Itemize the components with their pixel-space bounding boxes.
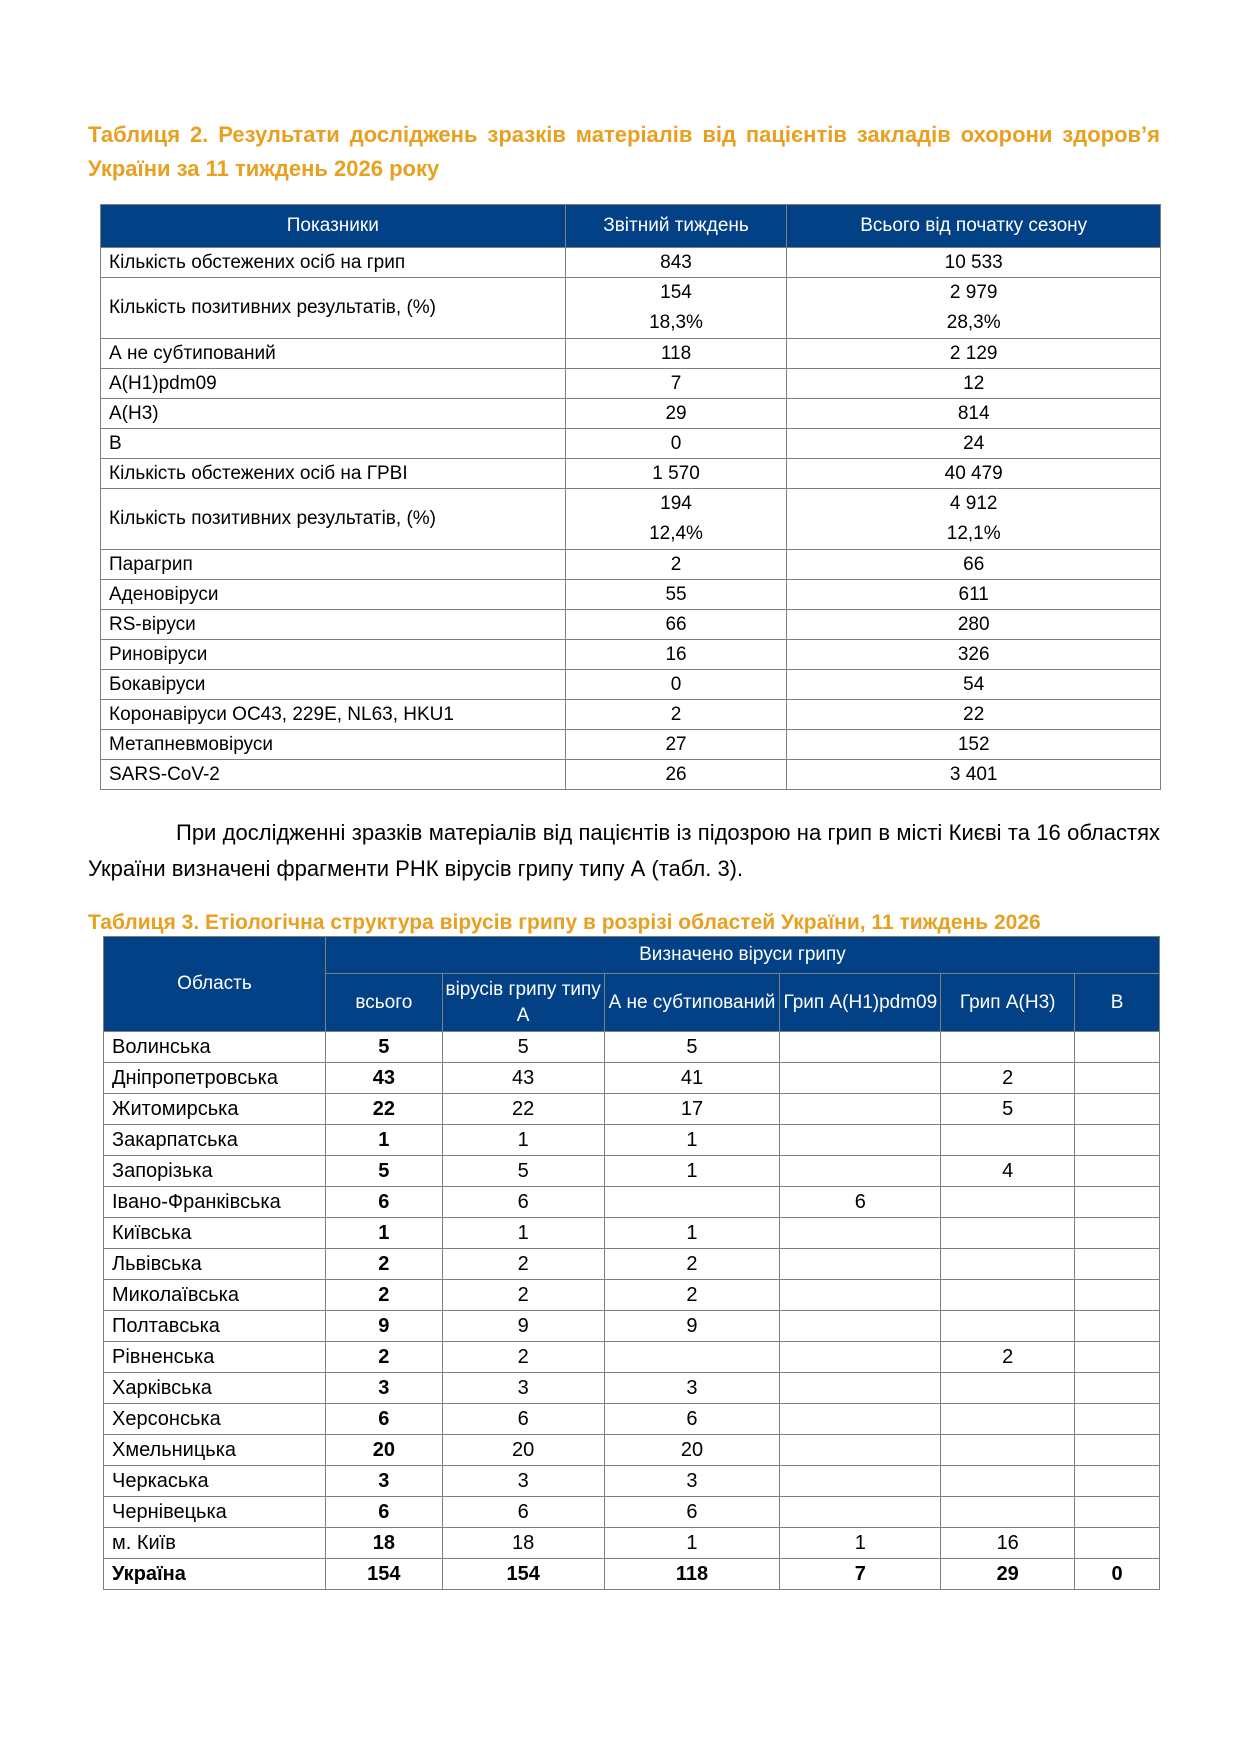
count-cell xyxy=(604,1342,780,1373)
count-cell: 5 xyxy=(941,1094,1075,1125)
count-cell xyxy=(1075,1373,1160,1404)
header-viruses-identified: Визначено віруси грипу xyxy=(325,937,1159,974)
season-value: 152 xyxy=(787,730,1161,760)
count-cell: 9 xyxy=(604,1311,780,1342)
count-cell: 0 xyxy=(1075,1559,1160,1590)
week-value: 66 xyxy=(565,610,787,640)
count-cell: 3 xyxy=(442,1373,604,1404)
count-cell xyxy=(604,1187,780,1218)
count-cell xyxy=(1075,1280,1160,1311)
week-value: 16 xyxy=(565,640,787,670)
table-row xyxy=(101,670,1161,700)
header-season-total: Всього від початку сезону xyxy=(787,205,1161,248)
table-row xyxy=(101,550,1161,580)
count-cell xyxy=(941,1249,1075,1280)
table-row xyxy=(104,1311,1160,1342)
week-value: 55 xyxy=(565,580,787,610)
total-row xyxy=(104,1559,1160,1590)
table-row xyxy=(104,1435,1160,1466)
table-row xyxy=(101,730,1161,760)
season-value: 326 xyxy=(787,640,1161,670)
subheader-h1pdm09: Грип A(H1)pdm09 xyxy=(780,974,941,1032)
week-count: 154 xyxy=(660,282,692,303)
count-cell xyxy=(780,1466,941,1497)
season-value: 10 533 xyxy=(787,248,1161,278)
indicator-label: Метапневмовіруси xyxy=(101,730,566,760)
count-cell: 1 xyxy=(604,1125,780,1156)
count-cell: 2 xyxy=(442,1280,604,1311)
header-indicators: Показники xyxy=(101,205,566,248)
subheader-type-a: вірусів грипу типу А xyxy=(442,974,604,1032)
count-cell xyxy=(941,1280,1075,1311)
count-cell xyxy=(780,1125,941,1156)
count-cell xyxy=(780,1435,941,1466)
region-name: Чернівецька xyxy=(104,1497,326,1528)
count-cell: 1 xyxy=(604,1218,780,1249)
indicator-label: Кількість обстежених осіб на грип xyxy=(101,248,566,278)
week-value: 7 xyxy=(565,369,787,399)
week-value: 118 xyxy=(565,339,787,369)
indicator-label: Аденовіруси xyxy=(101,580,566,610)
indicator-label: Парагрип xyxy=(101,550,566,580)
count-cell: 6 xyxy=(604,1404,780,1435)
count-cell: 1 xyxy=(604,1156,780,1187)
region-name: Запорізька xyxy=(104,1156,326,1187)
table-row xyxy=(101,580,1161,610)
region-name: Львівська xyxy=(104,1249,326,1280)
count-cell xyxy=(941,1187,1075,1218)
week-percent: 12,4% xyxy=(649,523,703,544)
count-cell xyxy=(1075,1435,1160,1466)
region-name: Дніпропетровська xyxy=(104,1063,326,1094)
count-cell: 1 xyxy=(325,1125,442,1156)
body-paragraph: При дослідженні зразків матеріалів від пацієнтів із підозрою на грип в місті Києві та 16 областях України визначені фрагменти РНК вірусів грипу типу А (табл. 3). xyxy=(88,820,1160,881)
count-cell xyxy=(780,1032,941,1063)
season-value: 814 xyxy=(787,399,1161,429)
indicator-label: А не субтипований xyxy=(101,339,566,369)
table-row xyxy=(101,700,1161,730)
count-cell: 18 xyxy=(325,1528,442,1559)
table-row xyxy=(104,1373,1160,1404)
count-cell: 6 xyxy=(604,1497,780,1528)
season-value: 54 xyxy=(787,670,1161,700)
count-cell: 5 xyxy=(325,1156,442,1187)
table-row xyxy=(101,640,1161,670)
week-value: 2 xyxy=(565,550,787,580)
indicator-label: Коронавіруси OC43, 229E, NL63, HKU1 xyxy=(101,700,566,730)
count-cell: 3 xyxy=(325,1466,442,1497)
count-cell: 2 xyxy=(941,1063,1075,1094)
count-cell xyxy=(1075,1528,1160,1559)
count-cell: 2 xyxy=(325,1342,442,1373)
region-name: Черкаська xyxy=(104,1466,326,1497)
subheader-total: всього xyxy=(325,974,442,1032)
count-cell xyxy=(780,1218,941,1249)
season-value: 24 xyxy=(787,429,1161,459)
indicator-label: Кількість позитивних результатів, (%) xyxy=(101,489,566,550)
count-cell: 1 xyxy=(442,1125,604,1156)
indicator-label: A(H1)pdm09 xyxy=(101,369,566,399)
subheader-b: B xyxy=(1075,974,1160,1032)
count-cell: 6 xyxy=(325,1187,442,1218)
table-row xyxy=(104,1404,1160,1435)
season-value: 12 xyxy=(787,369,1161,399)
season-percent: 12,1% xyxy=(946,523,1001,544)
region-name: Миколаївська xyxy=(104,1280,326,1311)
count-cell: 5 xyxy=(325,1032,442,1063)
count-cell xyxy=(1075,1063,1160,1094)
count-cell: 6 xyxy=(442,1497,604,1528)
count-cell: 17 xyxy=(604,1094,780,1125)
table-row xyxy=(104,1528,1160,1559)
count-cell xyxy=(941,1125,1075,1156)
table-row xyxy=(101,429,1161,459)
table-row xyxy=(104,1466,1160,1497)
count-cell: 2 xyxy=(442,1249,604,1280)
table-row xyxy=(101,278,1161,339)
count-cell: 3 xyxy=(604,1466,780,1497)
count-cell xyxy=(941,1218,1075,1249)
region-name: Хмельницька xyxy=(104,1435,326,1466)
count-cell: 118 xyxy=(604,1559,780,1590)
table-row xyxy=(104,1063,1160,1094)
count-cell: 2 xyxy=(941,1342,1075,1373)
week-value: 29 xyxy=(565,399,787,429)
count-cell: 2 xyxy=(325,1249,442,1280)
count-cell: 154 xyxy=(325,1559,442,1590)
count-cell xyxy=(1075,1156,1160,1187)
table-row xyxy=(101,459,1161,489)
table3-regional-structure xyxy=(103,936,1160,1590)
region-name: Волинська xyxy=(104,1032,326,1063)
indicator-label: B xyxy=(101,429,566,459)
count-cell: 1 xyxy=(780,1528,941,1559)
table-row xyxy=(104,1094,1160,1125)
count-cell: 16 xyxy=(941,1528,1075,1559)
season-count: 4 912 xyxy=(949,493,998,514)
table3-caption: Таблиця 3. Етіологічна структура вірусів грипу в розрізі областей України, 11 тиждень 2026 xyxy=(88,911,1041,934)
count-cell: 6 xyxy=(325,1404,442,1435)
count-cell xyxy=(780,1373,941,1404)
region-name: Рівненська xyxy=(104,1342,326,1373)
header-region: Область xyxy=(104,937,326,1032)
table-row xyxy=(101,399,1161,429)
table2-header-row xyxy=(101,205,1161,248)
count-cell: 2 xyxy=(325,1280,442,1311)
count-cell: 1 xyxy=(442,1218,604,1249)
region-name: Івано-Франківська xyxy=(104,1187,326,1218)
count-cell: 22 xyxy=(442,1094,604,1125)
header-report-week: Звітний тиждень xyxy=(565,205,787,248)
indicator-label: Кількість позитивних результатів, (%) xyxy=(101,278,566,339)
table-row xyxy=(101,610,1161,640)
table-row xyxy=(104,1497,1160,1528)
count-cell xyxy=(1075,1342,1160,1373)
table-row xyxy=(104,1280,1160,1311)
count-cell: 6 xyxy=(325,1497,442,1528)
week-value: 27 xyxy=(565,730,787,760)
count-cell: 4 xyxy=(941,1156,1075,1187)
count-cell xyxy=(941,1404,1075,1435)
count-cell: 5 xyxy=(442,1156,604,1187)
count-cell xyxy=(1075,1094,1160,1125)
season-value xyxy=(787,489,1161,550)
count-cell: 2 xyxy=(604,1280,780,1311)
count-cell xyxy=(941,1311,1075,1342)
week-percent: 18,3% xyxy=(649,312,703,333)
table-row xyxy=(101,248,1161,278)
count-cell: 6 xyxy=(780,1187,941,1218)
week-count: 194 xyxy=(660,493,692,514)
count-cell: 20 xyxy=(325,1435,442,1466)
region-name: Харківська xyxy=(104,1373,326,1404)
region-name: Україна xyxy=(104,1559,326,1590)
count-cell xyxy=(1075,1187,1160,1218)
count-cell xyxy=(780,1249,941,1280)
season-value: 2 129 xyxy=(787,339,1161,369)
count-cell xyxy=(780,1156,941,1187)
week-value: 2 xyxy=(565,700,787,730)
count-cell: 43 xyxy=(325,1063,442,1094)
count-cell xyxy=(941,1435,1075,1466)
count-cell xyxy=(941,1466,1075,1497)
count-cell: 3 xyxy=(442,1466,604,1497)
count-cell xyxy=(780,1280,941,1311)
subheader-a-unsubtyped: А не субтипований xyxy=(604,974,780,1032)
count-cell: 3 xyxy=(604,1373,780,1404)
count-cell: 154 xyxy=(442,1559,604,1590)
week-value xyxy=(565,489,787,550)
count-cell xyxy=(1075,1311,1160,1342)
count-cell xyxy=(941,1373,1075,1404)
season-percent: 28,3% xyxy=(946,312,1001,333)
indicator-label: A(H3) xyxy=(101,399,566,429)
week-value xyxy=(565,278,787,339)
count-cell xyxy=(780,1094,941,1125)
count-cell: 43 xyxy=(442,1063,604,1094)
indicator-label: Бокавіруси xyxy=(101,670,566,700)
indicator-label: RS-віруси xyxy=(101,610,566,640)
season-value: 66 xyxy=(787,550,1161,580)
count-cell: 41 xyxy=(604,1063,780,1094)
table-row xyxy=(101,760,1161,790)
table-row xyxy=(101,339,1161,369)
season-value: 40 479 xyxy=(787,459,1161,489)
count-cell xyxy=(1075,1466,1160,1497)
count-cell xyxy=(1075,1032,1160,1063)
region-name: Київська xyxy=(104,1218,326,1249)
count-cell: 6 xyxy=(442,1187,604,1218)
week-value: 26 xyxy=(565,760,787,790)
table-row xyxy=(104,1125,1160,1156)
indicator-label: Кількість обстежених осіб на ГРВІ xyxy=(101,459,566,489)
count-cell: 9 xyxy=(442,1311,604,1342)
indicator-label: SARS-CoV-2 xyxy=(101,760,566,790)
count-cell: 5 xyxy=(604,1032,780,1063)
count-cell: 3 xyxy=(325,1373,442,1404)
count-cell: 5 xyxy=(442,1032,604,1063)
table2-flu-results xyxy=(100,204,1161,790)
count-cell xyxy=(780,1497,941,1528)
table-row xyxy=(104,1249,1160,1280)
week-value: 843 xyxy=(565,248,787,278)
count-cell xyxy=(1075,1125,1160,1156)
week-value: 0 xyxy=(565,670,787,700)
season-count: 2 979 xyxy=(949,282,998,303)
table-row xyxy=(104,1032,1160,1063)
count-cell: 2 xyxy=(604,1249,780,1280)
table-row xyxy=(104,1187,1160,1218)
count-cell: 6 xyxy=(442,1404,604,1435)
count-cell: 7 xyxy=(780,1559,941,1590)
indicator-label: Риновіруси xyxy=(101,640,566,670)
table-row xyxy=(104,1156,1160,1187)
subheader-h3: Грип А(H3) xyxy=(941,974,1075,1032)
table2-caption: Таблиця 2. Результати досліджень зразків матеріалів від пацієнтів закладів охорони здоров’я України за 11 тиждень 2026 року xyxy=(88,122,1160,181)
count-cell: 9 xyxy=(325,1311,442,1342)
count-cell: 20 xyxy=(442,1435,604,1466)
region-name: м. Київ xyxy=(104,1528,326,1559)
table-row xyxy=(104,1342,1160,1373)
count-cell xyxy=(780,1063,941,1094)
count-cell xyxy=(780,1342,941,1373)
count-cell: 1 xyxy=(325,1218,442,1249)
count-cell: 1 xyxy=(604,1528,780,1559)
season-value: 280 xyxy=(787,610,1161,640)
count-cell: 29 xyxy=(941,1559,1075,1590)
count-cell: 2 xyxy=(442,1342,604,1373)
count-cell xyxy=(1075,1218,1160,1249)
count-cell xyxy=(1075,1404,1160,1435)
count-cell: 18 xyxy=(442,1528,604,1559)
count-cell xyxy=(1075,1497,1160,1528)
count-cell: 20 xyxy=(604,1435,780,1466)
season-value xyxy=(787,278,1161,339)
table-row xyxy=(101,489,1161,550)
season-value: 3 401 xyxy=(787,760,1161,790)
table-row xyxy=(101,369,1161,399)
season-value: 611 xyxy=(787,580,1161,610)
region-name: Закарпатська xyxy=(104,1125,326,1156)
week-value: 1 570 xyxy=(565,459,787,489)
season-value: 22 xyxy=(787,700,1161,730)
region-name: Херсонська xyxy=(104,1404,326,1435)
region-name: Полтавська xyxy=(104,1311,326,1342)
count-cell xyxy=(780,1311,941,1342)
count-cell: 22 xyxy=(325,1094,442,1125)
region-name: Житомирська xyxy=(104,1094,326,1125)
table-row xyxy=(104,1218,1160,1249)
week-value: 0 xyxy=(565,429,787,459)
count-cell xyxy=(780,1404,941,1435)
count-cell xyxy=(1075,1249,1160,1280)
count-cell xyxy=(941,1497,1075,1528)
count-cell xyxy=(941,1032,1075,1063)
